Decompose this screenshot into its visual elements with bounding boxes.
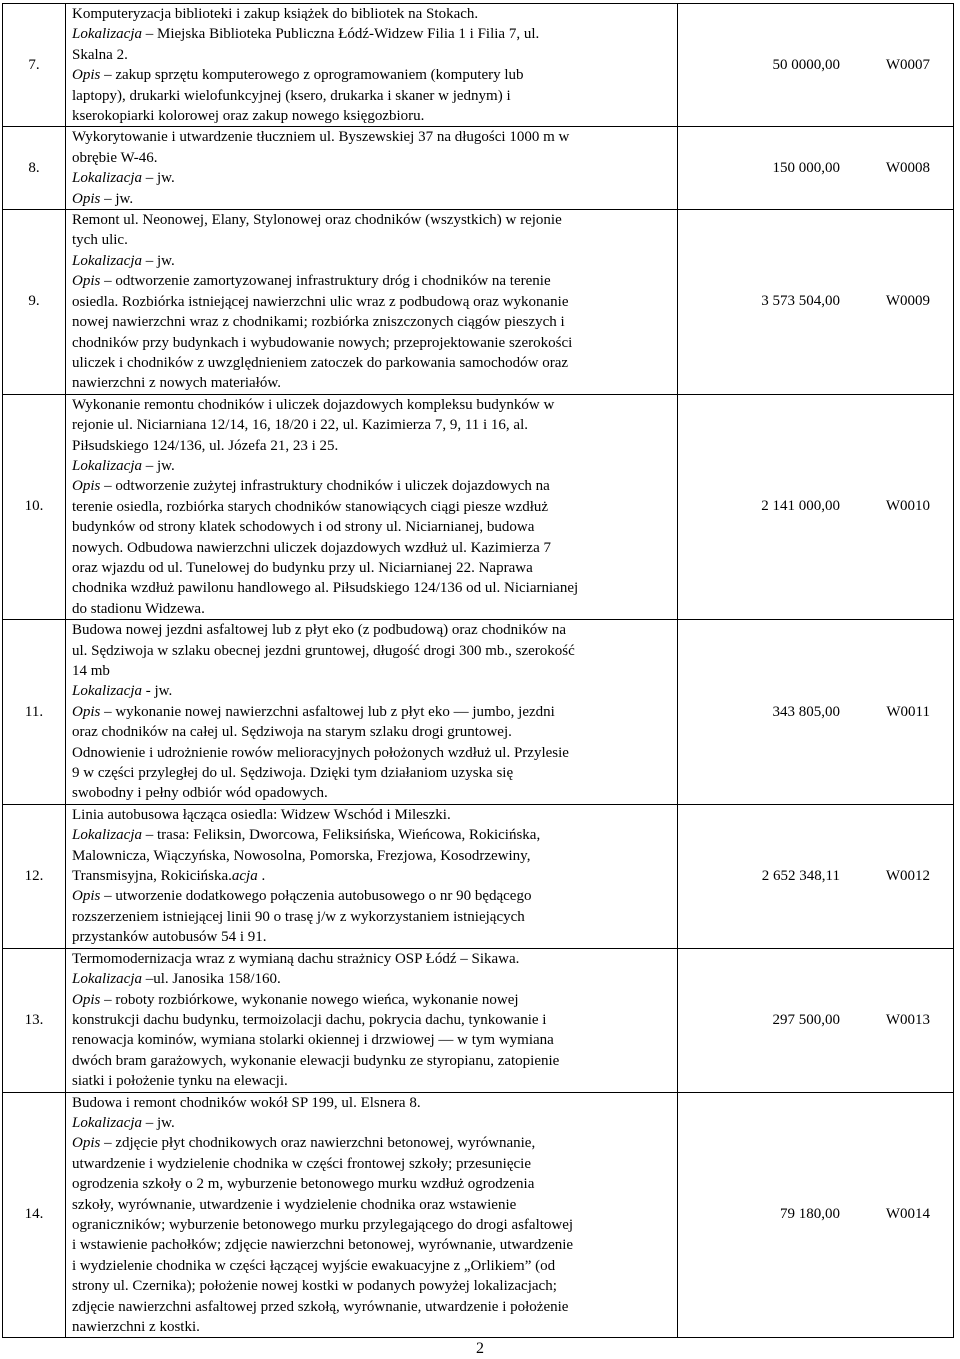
description-line (72, 415, 673, 435)
description-line (72, 578, 673, 598)
text-run: Piłsudskiego 124/136, ul. Józefa 21, 23 i 25. (72, 437, 339, 454)
text-run: nowych. Odbudowa nawierzchni uliczek dojazdowych wzdłuż ul. Kazimierza 7 (72, 539, 551, 556)
page-number: 2 (476, 1340, 484, 1357)
text-run: – roboty rozbiórkowe, wykonanie nowego wieńca, wykonanie nowej (100, 991, 519, 1008)
description-line (72, 743, 673, 763)
row-number: 7. (3, 4, 66, 127)
text-run: i wydzielenie chodnika w części łączącej wyjście ewakuacyjne z „Orlikiem” (od (72, 1257, 556, 1274)
text-run: – odtworzenie zużytej infrastruktury chodników i uliczek dojazdowych na (100, 478, 550, 495)
row-description (66, 804, 678, 948)
text-run: Komputeryzacja biblioteki i zakup książek do bibliotek na Stokach. (72, 6, 479, 22)
text-run: – zdjęcie płyt chodnikowych oraz nawierzchni betonowej, wyrównanie, (100, 1135, 536, 1152)
amount-value: 343 805,00 (772, 703, 840, 720)
description-line (72, 106, 673, 126)
description-line (72, 886, 673, 906)
text-run: szkoły, wyrównanie, utwardzenie i wydzielenie chodnika oraz wstawienie (72, 1196, 517, 1213)
description-line (72, 1195, 673, 1215)
italic-label: Opis (72, 273, 101, 290)
text-run: – zakup sprzętu komputerowego z oprogramowaniem (komputery lub (100, 67, 524, 84)
description-line (72, 1093, 673, 1113)
description-line (72, 1133, 673, 1153)
table-row (3, 1092, 954, 1338)
description-line (72, 990, 673, 1010)
description-line (72, 1113, 673, 1133)
italic-label: Opis (72, 888, 101, 905)
text-run: – jw. (142, 252, 175, 269)
text-run: przystanków autobusów 54 i 91. (72, 929, 267, 946)
description-line (72, 65, 673, 85)
text-run: – utworzenie dodatkowego połączenia autobusowego o nr 90 będącego (100, 888, 532, 905)
description-line (72, 1174, 673, 1194)
description-line (72, 333, 673, 353)
text-run: uliczek i chodników z uwzględnieniem zatoczek do parkowania samochodów oraz (72, 354, 569, 371)
table-row (3, 804, 954, 948)
italic-label: Opis (72, 703, 101, 720)
table-row (3, 620, 954, 805)
task-code: W0009 (885, 293, 930, 310)
description-line (72, 395, 673, 415)
description-line (72, 251, 673, 271)
description-line (72, 620, 673, 640)
description-line (72, 681, 673, 701)
description-line (72, 846, 673, 866)
table-row (3, 394, 954, 619)
task-code: W0010 (885, 498, 930, 515)
description-line (72, 969, 673, 989)
italic-label: Opis (72, 67, 101, 84)
text-run: rejonie ul. Niciarniana 12/14, 16, 18/20 i 22, ul. Kazimierza 7, 9, 11 i 16, al. (72, 417, 528, 434)
text-run: 14 mb (72, 663, 110, 679)
text-run: konstrukcji dachu budynku, termoizolacji dachu, pokrycia dachu, tynkowanie i (72, 1011, 547, 1028)
italic-label: Opis (72, 1135, 101, 1152)
table-row (3, 4, 954, 127)
description-line (72, 825, 673, 845)
text-run: swobodny i pełny odbiór wód opadowych. (72, 785, 328, 802)
text-run: ogrodzenia szkoły o 2 m, wyburzenie betonowego murku wzdłuż ogrodzenia (72, 1176, 535, 1193)
text-run: Wykonanie remontu chodników i uliczek dojazdowych kompleksu budynków w (72, 396, 555, 413)
description-line (72, 558, 673, 578)
italic-label: Lokalizacja (72, 971, 142, 988)
description-line (72, 538, 673, 558)
row-amount-cell (678, 394, 954, 619)
description-line (72, 1276, 673, 1296)
description-line (72, 497, 673, 517)
text-run: budynków od strony klatek schodowych i od strony ul. Niciarnianej, budowa (72, 519, 535, 536)
italic-label: Lokalizacja (72, 683, 142, 700)
italic-label: Lokalizacja (72, 252, 142, 269)
description-line (72, 599, 673, 619)
text-run: oraz chodników na całej ul. Sędziwoja na starym szlaku drogi gruntowej. (72, 724, 512, 741)
description-line (72, 1317, 673, 1337)
description-line (72, 271, 673, 291)
italic-label: Opis (72, 991, 101, 1008)
description-line (72, 661, 673, 681)
description-line (72, 517, 673, 537)
text-run: Malownicza, Wiączyńska, Nowosolna, Pomorska, Frezjowa, Kosodrzewiny, (72, 847, 531, 864)
text-run: Termomodernizacja wraz z wymianą dachu strażnicy OSP Łódź – Sikawa. (72, 950, 520, 967)
text-run: nawierzchni z nowych materiałów. (72, 375, 281, 392)
description-line (72, 86, 673, 106)
row-description (66, 127, 678, 210)
row-number: 14. (3, 1092, 66, 1338)
text-run: – jw. (100, 190, 134, 207)
description-line (72, 805, 673, 825)
description-line (72, 292, 673, 312)
text-run: strony ul. Czernika); położenie nowej kostki w podanych powyżej lokalizacjach; (72, 1278, 557, 1295)
text-run: nowej nawierzchni wraz z chodnikami; rozbiórka zniszczonych ciągów pieszych i (72, 314, 565, 331)
description-line (72, 148, 673, 168)
italic-label: acja (231, 868, 258, 885)
text-run: . (257, 868, 266, 885)
task-code: W0011 (886, 703, 930, 720)
text-run: obrębie W-46. (72, 149, 158, 166)
description-line (72, 230, 673, 250)
text-run: – wykonanie nowej nawierzchni asfaltowej lub z płyt eko — jumbo, jezdni (100, 703, 555, 720)
description-line (72, 927, 673, 947)
description-line (72, 168, 673, 188)
text-run: terenie osiedla, rozbiórka starych chodników stanowiących ciągi piesze wzdłuż (72, 498, 549, 515)
text-run: rozszerzeniem istniejącej linii 90 o trasę j/w z wykorzystaniem istniejących (72, 908, 525, 925)
task-code: W0013 (885, 1011, 930, 1028)
row-number: 10. (3, 394, 66, 619)
text-run: ul. Sędziwoja w szlaku obecnej jezdni gruntowej, długość drogi 300 mb., szerokość (72, 642, 575, 659)
description-line (72, 1215, 673, 1235)
row-amount-cell (678, 4, 954, 127)
row-amount-cell (678, 620, 954, 805)
text-run: chodników przy budynkach i wybudowanie nowych; przeprojektowanie szerokości (72, 334, 573, 351)
description-line (72, 1154, 673, 1174)
italic-label: Lokalizacja (72, 1114, 142, 1131)
row-number: 12. (3, 804, 66, 948)
table-row (3, 210, 954, 395)
description-line (72, 866, 673, 886)
text-run: osiedla. Rozbiórka istniejącej nawierzchni ulic wraz z podbudową oraz wykonanie (72, 293, 569, 310)
text-run: tych ulic. (72, 232, 128, 249)
table-row (3, 127, 954, 210)
description-line (72, 1030, 673, 1050)
description-line (72, 1256, 673, 1276)
description-line (72, 127, 673, 147)
description-line (72, 456, 673, 476)
row-number: 11. (3, 620, 66, 805)
amount-value: 2 652 348,11 (761, 867, 840, 884)
description-line (72, 783, 673, 803)
row-number: 8. (3, 127, 66, 210)
description-line (72, 1071, 673, 1091)
description-line (72, 641, 673, 661)
text-run: Budowa nowej jezdni asfaltowej lub z płyt eko (z podbudową) oraz chodników na (72, 622, 567, 639)
description-line (72, 24, 673, 44)
description-line (72, 722, 673, 742)
row-amount-cell (678, 1092, 954, 1338)
text-run: utwardzenie i wydzielenie chodnika w części frontowej szkoły; przesunięcie (72, 1155, 531, 1172)
table-body (3, 4, 954, 1338)
description-line (72, 1051, 673, 1071)
description-line (72, 436, 673, 456)
row-description (66, 948, 678, 1092)
description-line (72, 949, 673, 969)
task-code: W0007 (885, 56, 930, 73)
text-run: renowacja kominów, wymiana stolarki okiennej i drzwiowej — w tym wymiana (72, 1032, 554, 1049)
description-line (72, 1235, 673, 1255)
row-amount-cell (678, 948, 954, 1092)
row-amount-cell (678, 127, 954, 210)
text-run: chodnika wzdłuż pawilonu handlowego al. Piłsudskiego 124/136 od ul. Niciarnianej (72, 580, 579, 597)
text-run: Transmisyjna, Rokicińska. (72, 868, 232, 885)
text-run: - jw. (142, 683, 173, 700)
text-run: Wykorytowanie i utwardzenie tłuczniem ul. Byszewskiej 37 na długości 1000 m w (72, 129, 570, 146)
italic-label: Opis (72, 478, 101, 495)
table-row (3, 948, 954, 1092)
text-run: – Miejska Biblioteka Publiczna Łódź-Widzew Filia 1 i Filia 7, ul. (142, 26, 540, 43)
text-run: – trasa: Feliksin, Dworcowa, Feliksińska, Wieńcowa, Rokicińska, (142, 827, 541, 844)
text-run: – jw. (142, 1114, 175, 1131)
description-line (72, 763, 673, 783)
text-run: Linia autobusowa łącząca osiedla: Widzew Wschód i Mileszki. (72, 806, 451, 823)
description-line (72, 189, 673, 209)
text-run: Budowa i remont chodników wokół SP 199, ul. Elsnera 8. (72, 1094, 421, 1111)
text-run: – jw. (142, 170, 175, 187)
investment-table (2, 3, 954, 1338)
text-run: nawierzchni z kostki. (72, 1319, 200, 1335)
row-description (66, 1092, 678, 1338)
row-description (66, 394, 678, 619)
text-run: Skalna 2. (72, 46, 128, 63)
text-run: 9 w części przyległej do ul. Sędziwoja. Dzięki tym działaniom uzyska się (72, 765, 514, 782)
text-run: oraz wjazdu od ul. Tunelowej do budynku przy ul. Niciarnianej 22. Naprawa (72, 559, 533, 576)
task-code: W0008 (885, 159, 930, 176)
task-code: W0014 (885, 1206, 930, 1223)
amount-value: 79 180,00 (780, 1206, 840, 1223)
description-line (72, 4, 673, 24)
description-line (72, 353, 673, 373)
italic-label: Lokalizacja (72, 827, 142, 844)
text-run: kserokopiarki kolorowej oraz zakup nowego księgozbioru. (72, 108, 425, 125)
description-line (72, 45, 673, 65)
row-description (66, 210, 678, 395)
amount-value: 297 500,00 (772, 1011, 840, 1028)
text-run: i wstawienie pachołków; zdjęcie nawierzchni betonowej, wyrównanie, utwardzenie (72, 1237, 574, 1254)
description-line (72, 702, 673, 722)
description-line (72, 373, 673, 393)
text-run: –ul. Janosika 158/160. (142, 971, 281, 988)
description-line (72, 210, 673, 230)
italic-label: Lokalizacja (72, 170, 142, 187)
text-run: Remont ul. Neonowej, Elany, Stylonowej oraz chodników (wszystkich) w rejonie (72, 212, 562, 229)
text-run: dwóch bram garażowych, wykonanie elewacji budynku ze styropianu, zatopienie (72, 1052, 560, 1069)
italic-label: Lokalizacja (72, 457, 142, 474)
row-amount-cell (678, 804, 954, 948)
description-line (72, 476, 673, 496)
description-line (72, 1297, 673, 1317)
row-number: 9. (3, 210, 66, 395)
text-run: – jw. (142, 457, 175, 474)
text-run: do stadionu Widzewa. (72, 600, 205, 617)
description-line (72, 907, 673, 927)
row-description (66, 4, 678, 127)
text-run: Odnowienie i udrożnienie rowów melioracyjnych położonych wzdłuż ul. Przylesie (72, 744, 569, 761)
row-amount-cell (678, 210, 954, 395)
task-code: W0012 (885, 867, 930, 884)
text-run: laptopy), drukarki wielofunkcyjnej (ksero, drukarka i skaner w jednym) i (72, 87, 511, 104)
amount-value: 2 141 000,00 (761, 498, 840, 515)
text-run: zdjęcie nawierzchni asfaltowej przed szkołą, wyrównanie, utwardzenie i położenie (72, 1298, 569, 1315)
italic-label: Opis (72, 190, 101, 207)
amount-value: 3 573 504,00 (761, 293, 840, 310)
description-line (72, 1010, 673, 1030)
row-number: 13. (3, 948, 66, 1092)
row-description (66, 620, 678, 805)
text-run: siatki i położenie tynku na elewacji. (72, 1073, 288, 1090)
amount-value: 150 000,00 (772, 159, 840, 176)
italic-label: Lokalizacja (72, 26, 142, 43)
text-run: ograniczników; wyburzenie betonowego murku przylegającego do drogi asfaltowej (72, 1216, 574, 1233)
text-run: – odtworzenie zamortyzowanej infrastruktury dróg i chodników na terenie (100, 273, 551, 290)
description-line (72, 312, 673, 332)
amount-value: 50 0000,00 (772, 56, 840, 73)
